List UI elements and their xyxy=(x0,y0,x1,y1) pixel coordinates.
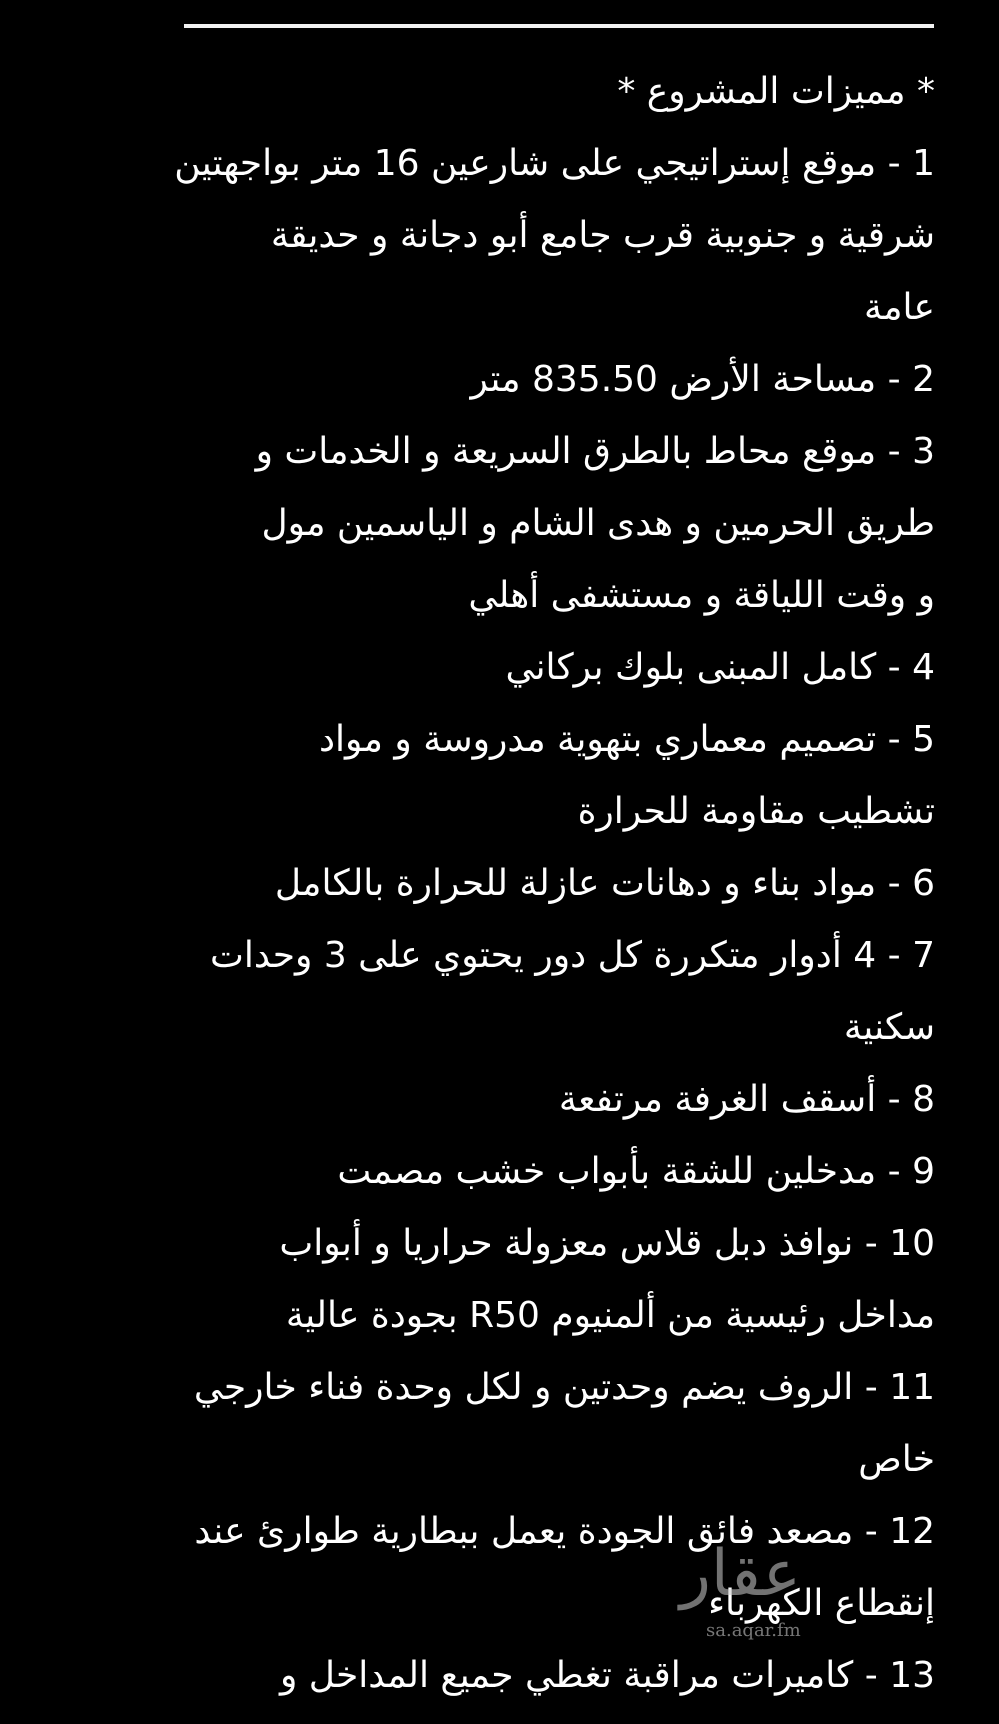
feature-line: شرقية و جنوبية قرب جامع أبو دجانة و حديقة xyxy=(270,215,935,256)
feature-line: 12 - مصعد فائق الجودة يعمل ببطارية طوارئ عند xyxy=(194,1511,935,1552)
feature-line: طريق الحرمين و هدى الشام و الياسمين مول xyxy=(261,503,935,544)
feature-line: 1 - موقع إستراتيجي على شارعين 16 متر بواجهتين xyxy=(174,143,935,184)
feature-line: 13 - كاميرات مراقبة تغطي جميع المداخل و xyxy=(279,1655,935,1696)
aqar-logo: عقار xyxy=(680,1537,801,1611)
feature-line: تشطيب مقاومة للحرارة xyxy=(577,791,935,832)
feature-line: 11 - الروف يضم وحدتين و لكل وحدة فناء خارجي xyxy=(193,1367,935,1408)
feature-line: 2 - مساحة الأرض 835.50 متر xyxy=(470,359,935,400)
feature-line: 5 - تصميم معماري بتهوية مدروسة و مواد xyxy=(319,719,935,760)
feature-line: عامة xyxy=(863,287,935,328)
watermark-url: sa.aqar.fm xyxy=(706,1620,801,1641)
top-divider xyxy=(184,24,934,28)
feature-line: 7 - 4 أدوار متكررة كل دور يحتوي على 3 وحدات xyxy=(209,935,935,976)
feature-line: 9 - مدخلين للشقة بأبواب خشب مصمت xyxy=(337,1151,935,1192)
feature-line: سكنية xyxy=(843,1007,935,1048)
features-document xyxy=(60,56,935,1712)
aqar-watermark xyxy=(680,1534,860,1664)
feature-line: 3 - موقع محاط بالطرق السريعة و الخدمات و xyxy=(255,431,935,472)
document-title: * مميزات المشروع * xyxy=(617,71,935,112)
feature-line: 8 - أسقف الغرفة مرتفعة xyxy=(558,1079,935,1120)
feature-line: 4 - كامل المبنى بلوك بركاني xyxy=(505,647,935,688)
feature-line: إنقطاع الكهرباء xyxy=(708,1583,935,1624)
feature-line: و وقت اللياقة و مستشفى أهلي xyxy=(468,575,935,616)
feature-line: 6 - مواد بناء و دهانات عازلة للحرارة بالكامل xyxy=(274,863,935,904)
feature-line: خاص xyxy=(858,1439,935,1480)
feature-line: 10 - نوافذ دبل قلاس معزولة حراريا و أبواب xyxy=(279,1223,935,1264)
feature-line: مداخل رئيسية من ألمنيوم R50 بجودة عالية xyxy=(285,1295,935,1336)
